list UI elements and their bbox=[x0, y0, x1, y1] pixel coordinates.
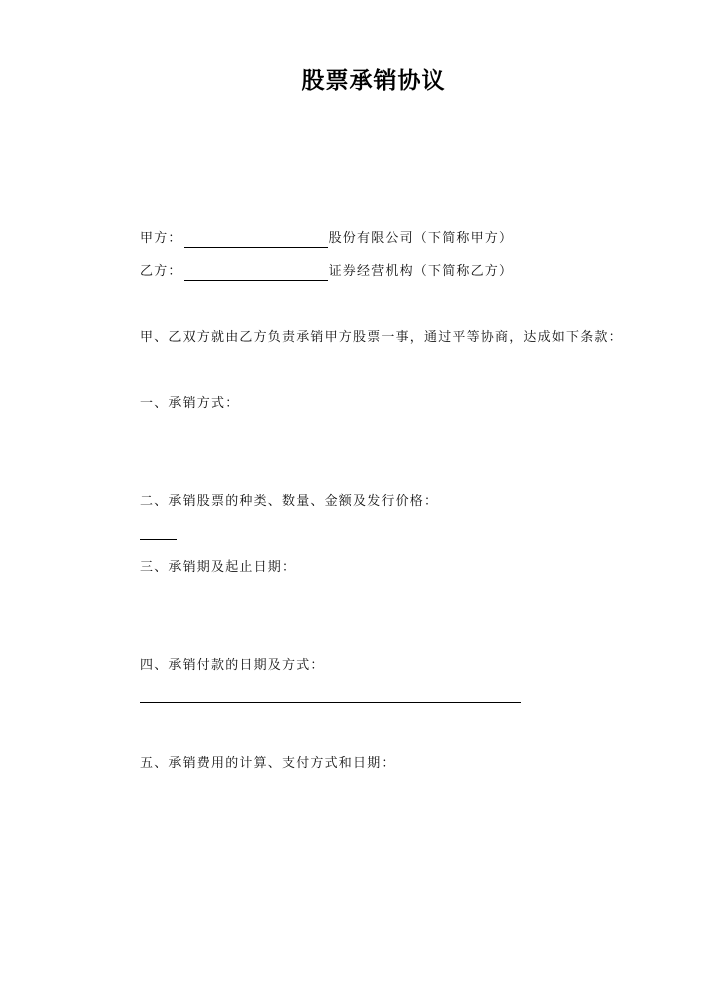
clause-4: 四、承销付款的日期及方式： bbox=[140, 658, 325, 673]
party-b-blank bbox=[184, 266, 328, 281]
clause-2: 二、承销股票的种类、数量、金额及发行价格： bbox=[140, 494, 439, 509]
clause-2-blank-line bbox=[140, 539, 177, 540]
page-title: 股票承销协议 bbox=[301, 68, 446, 94]
party-b-label: 乙方： bbox=[140, 264, 183, 279]
party-b-suffix: 证券经营机构（下简称乙方） bbox=[328, 264, 514, 279]
clause-3: 三、承销期及起止日期： bbox=[140, 560, 297, 575]
clause-5: 五、承销费用的计算、支付方式和日期： bbox=[140, 756, 396, 771]
party-a-label: 甲方： bbox=[140, 231, 183, 246]
clause-1: 一、承销方式： bbox=[140, 396, 240, 411]
clause-4-blank-line bbox=[140, 702, 521, 703]
party-a-suffix: 股份有限公司（下简称甲方） bbox=[328, 231, 514, 246]
preamble: 甲、乙双方就由乙方负责承销甲方股票一事，通过平等协商，达成如下条款： bbox=[140, 330, 623, 345]
party-b-line bbox=[140, 263, 513, 281]
party-a-blank bbox=[184, 233, 328, 248]
party-a-line bbox=[140, 230, 513, 248]
